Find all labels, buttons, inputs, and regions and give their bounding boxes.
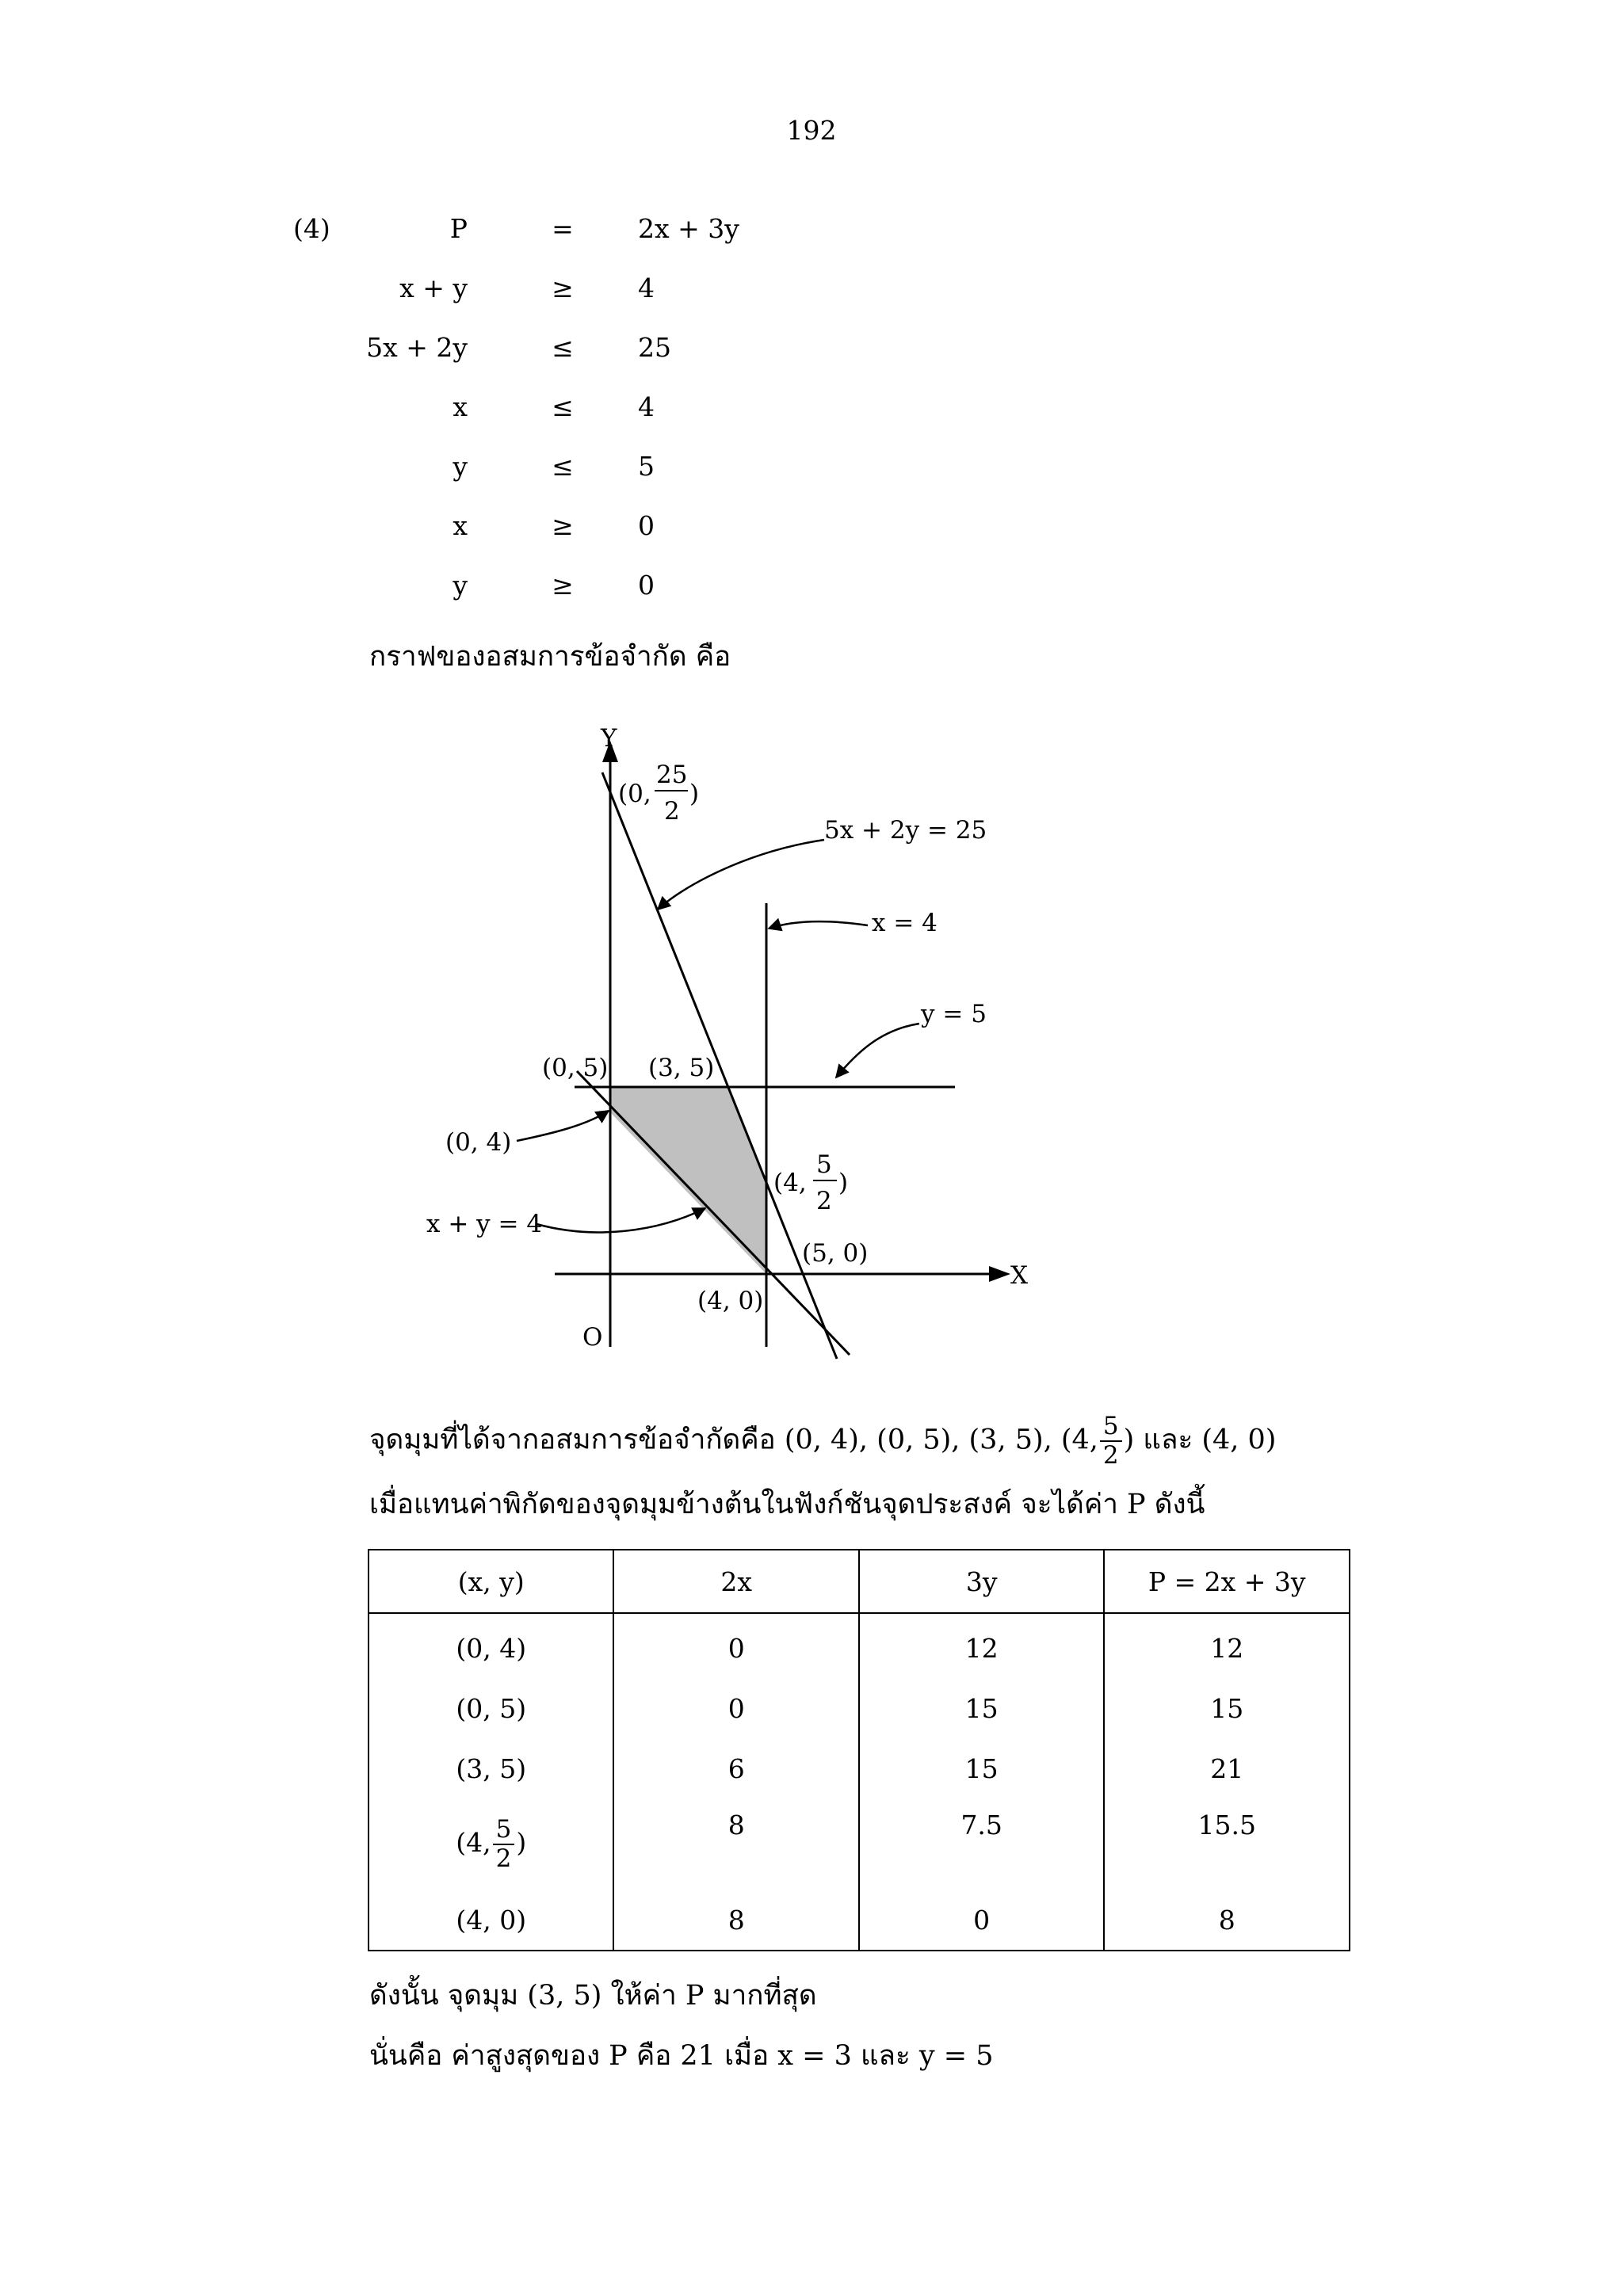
table-row bbox=[369, 1738, 1350, 1798]
constraint-op: ≤ bbox=[552, 451, 574, 482]
label-y-5: y = 5 bbox=[921, 1000, 987, 1028]
constraint-op: ≥ bbox=[552, 273, 574, 303]
point-4-5-2-denominator: 2 bbox=[816, 1187, 832, 1215]
xy-open: (4, bbox=[456, 1826, 491, 1858]
objective-lhs: P bbox=[449, 213, 468, 244]
xy-frac-numerator: 5 bbox=[493, 1817, 515, 1845]
table-cell: (0, 4) bbox=[369, 1613, 613, 1678]
constraint-lhs: x bbox=[453, 391, 468, 422]
table-header-row bbox=[369, 1550, 1350, 1613]
substitute-text: เมื่อแทนค่าพิกัดของจุดมุมข้างต้นในฟังก์ชันจุดประสงค์ จะได้ค่า P ดังนี้ bbox=[369, 1489, 1205, 1520]
corner-text-prefix: จุดมุมที่ได้จากอสมการข้อจำกัดคือ (0, 4), (0, 5), (3, 5), (4, bbox=[369, 1424, 1098, 1456]
corner-text-suffix: ) และ (4, 0) bbox=[1123, 1424, 1277, 1456]
table-cell: 15.5 bbox=[1104, 1798, 1350, 1890]
constraint-op: ≤ bbox=[552, 391, 574, 422]
constraint-lhs: y bbox=[453, 451, 468, 482]
table-header: (x, y) bbox=[369, 1550, 613, 1613]
point-5-0: (5, 0) bbox=[802, 1239, 869, 1268]
constraint-op: ≥ bbox=[552, 510, 574, 541]
point-3-5: (3, 5) bbox=[648, 1054, 715, 1082]
xy-frac-denominator: 2 bbox=[495, 1844, 512, 1873]
origin-label: O bbox=[582, 1323, 603, 1352]
conclusion-line-2: นั่นคือ ค่าสูงสุดของ P คือ 21 เมื่อ x = 3 และ y = 5 bbox=[369, 2040, 994, 2072]
table-cell: (4, 0) bbox=[369, 1890, 613, 1951]
xy-close: ) bbox=[516, 1826, 527, 1858]
conclusion-line-1: ดังนั้น จุดมุม (3, 5) ให้ค่า P มากที่สุด bbox=[369, 1980, 817, 2012]
table-cell: 8 bbox=[1104, 1890, 1350, 1951]
point-0-25-2-close: ) bbox=[689, 780, 700, 808]
table-cell: 12 bbox=[1104, 1613, 1350, 1678]
table-cell: 15 bbox=[859, 1738, 1104, 1798]
table-header: P = 2x + 3y bbox=[1104, 1550, 1350, 1613]
leader-arrow bbox=[537, 1208, 705, 1232]
constraint-rhs: 0 bbox=[638, 510, 655, 541]
table-cell: 0 bbox=[859, 1890, 1104, 1951]
label-5x-2y-25: 5x + 2y = 25 bbox=[824, 816, 987, 845]
constraint-rhs: 4 bbox=[638, 273, 655, 303]
point-4-0: (4, 0) bbox=[697, 1287, 764, 1315]
leader-arrow bbox=[769, 921, 868, 929]
point-4-5-2-close: ) bbox=[838, 1169, 849, 1197]
constraint-rhs: 5 bbox=[638, 451, 655, 482]
point-0-4: (0, 4) bbox=[445, 1128, 512, 1157]
table-cell: 0 bbox=[613, 1613, 858, 1678]
point-4-5-2-open: (4, bbox=[773, 1169, 807, 1197]
table-cell: (0, 5) bbox=[369, 1678, 613, 1738]
graph-intro: กราฟของอสมการข้อจำกัด คือ bbox=[369, 641, 731, 673]
corner-frac-numerator: 5 bbox=[1100, 1414, 1122, 1442]
point-0-5: (0, 5) bbox=[542, 1054, 609, 1082]
table-cell: 12 bbox=[859, 1613, 1104, 1678]
point-0-25-2-open: (0, bbox=[618, 780, 651, 808]
table-header: 3y bbox=[859, 1550, 1104, 1613]
leader-arrow bbox=[836, 1024, 919, 1077]
objective-table bbox=[368, 1549, 1350, 1951]
leader-arrow bbox=[658, 840, 824, 910]
table-row bbox=[369, 1613, 1350, 1678]
table-row bbox=[369, 1798, 1350, 1890]
constraint-lhs: y bbox=[453, 570, 468, 601]
problem-label: (4) bbox=[293, 213, 330, 244]
x-axis-label: X bbox=[1010, 1261, 1029, 1290]
constraint-lhs: x + y bbox=[399, 273, 468, 303]
table-cell: 7.5 bbox=[859, 1798, 1104, 1890]
y-axis-label: Y bbox=[601, 724, 617, 753]
objective-rhs: 2x + 3y bbox=[638, 213, 739, 244]
label-x-y-4: x + y = 4 bbox=[426, 1210, 543, 1238]
objective-op: = bbox=[552, 213, 574, 244]
page-number: 192 bbox=[786, 115, 837, 146]
table-cell bbox=[369, 1798, 613, 1890]
table-cell: (3, 5) bbox=[369, 1738, 613, 1798]
table-cell: 8 bbox=[613, 1890, 858, 1951]
corner-frac-denominator: 2 bbox=[1102, 1441, 1119, 1470]
constraint-lhs: 5x + 2y bbox=[366, 332, 468, 363]
table-cell: 0 bbox=[613, 1678, 858, 1738]
table-cell: 8 bbox=[613, 1798, 858, 1890]
label-x-4: x = 4 bbox=[872, 909, 938, 937]
line-5x-2y-25 bbox=[602, 772, 837, 1359]
constraint-rhs: 4 bbox=[638, 391, 655, 422]
table-cell: 15 bbox=[1104, 1678, 1350, 1738]
constraint-op: ≤ bbox=[552, 332, 574, 363]
point-4-5-2-numerator: 5 bbox=[816, 1150, 832, 1179]
table-row bbox=[369, 1890, 1350, 1951]
corner-points-text bbox=[369, 1414, 1276, 1468]
constraint-rhs: 0 bbox=[638, 570, 655, 601]
point-0-25-2-denominator: 2 bbox=[664, 797, 680, 826]
constraint-op: ≥ bbox=[552, 570, 574, 601]
x-axis-arrow bbox=[989, 1266, 1010, 1282]
leader-arrow bbox=[517, 1111, 609, 1141]
table-cell: 21 bbox=[1104, 1738, 1350, 1798]
table-cell: 6 bbox=[613, 1738, 858, 1798]
table-row bbox=[369, 1678, 1350, 1738]
feasible-region bbox=[610, 1087, 766, 1274]
constraint-lhs: x bbox=[453, 510, 468, 541]
point-0-25-2-numerator: 25 bbox=[656, 761, 688, 789]
constraint-rhs: 25 bbox=[638, 332, 671, 363]
table-header: 2x bbox=[613, 1550, 858, 1613]
table-cell: 15 bbox=[859, 1678, 1104, 1738]
